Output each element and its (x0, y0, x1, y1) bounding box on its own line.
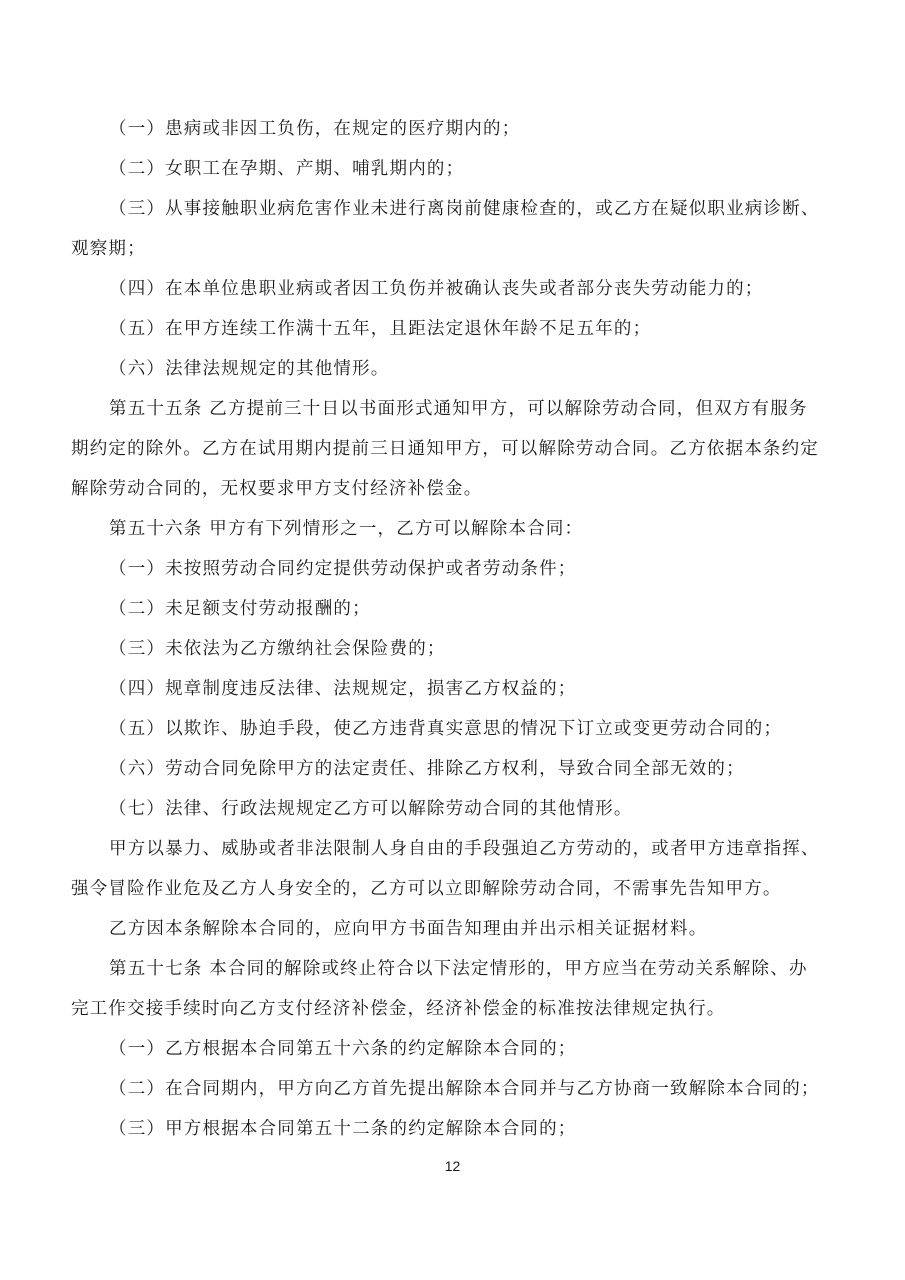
article-56-item-1: （一）未按照劳动合同约定提供劳动保护或者劳动条件； (109, 559, 577, 579)
article-56-item-7: （七）法律、行政法规规定乙方可以解除劳动合同的其他情形。 (109, 799, 633, 819)
article-56-item-6: （六）劳动合同免除甲方的法定责任、排除乙方权利，导致合同全部无效的； (109, 759, 745, 779)
article-56-item-3: （三）未依法为乙方缴纳社会保险费的； (109, 639, 446, 659)
article-56-item-5: （五）以欺诈、胁迫手段，使乙方违背真实意思的情况下订立或变更劳动合同的； (109, 719, 783, 739)
article-55-line-2: 期约定的除外。乙方在试用期内提前三日通知甲方，可以解除劳动合同。乙方依据本条约定 (71, 439, 819, 459)
page-number: 12 (444, 1158, 461, 1174)
article-57-line-2: 完工作交接手续时向乙方支付经济补偿金，经济补偿金的标准按法律规定执行。 (71, 999, 726, 1019)
text-line-3: （三）从事接触职业病危害作业未进行离岗前健康检查的，或乙方在疑似职业病诊断、 (109, 199, 820, 219)
article-56-heading: 第五十六条 甲方有下列情形之一，乙方可以解除本合同： (109, 519, 584, 539)
article-57-item-1: （一）乙方根据本合同第五十六条的约定解除本合同的； (109, 1039, 577, 1059)
article-55-line-3: 解除劳动合同的，无权要求甲方支付经济补偿金。 (71, 479, 483, 499)
paragraph-violence-line-1: 甲方以暴力、威胁或者非法限制人身自由的手段强迫乙方劳动的，或者甲方违章指挥、 (109, 839, 820, 859)
article-57-item-2: （二）在合同期内，甲方向乙方首先提出解除本合同并与乙方协商一致解除本合同的； (109, 1079, 820, 1099)
paragraph-notice: 乙方因本条解除本合同的，应向甲方书面告知理由并出示相关证据材料。 (109, 919, 708, 939)
article-56-item-2: （二）未足额支付劳动报酬的； (109, 599, 371, 619)
text-line-6: （五）在甲方连续工作满十五年，且距法定退休年龄不足五年的； (109, 319, 652, 339)
text-line-2: （二）女职工在孕期、产期、哺乳期内的； (109, 159, 465, 179)
text-line-5: （四）在本单位患职业病或者因工负伤并被确认丧失或者部分丧失劳动能力的； (109, 279, 764, 299)
article-55-line-1: 第五十五条 乙方提前三十日以书面形式通知甲方，可以解除劳动合同，但双方有服务 (109, 399, 808, 419)
article-57-line-1: 第五十七条 本合同的解除或终止符合以下法定情形的，甲方应当在劳动关系解除、办 (109, 959, 808, 979)
text-line-1: （一）患病或非因工负伤，在规定的医疗期内的； (109, 119, 521, 139)
paragraph-violence-line-2: 强令冒险作业危及乙方人身安全的，乙方可以立即解除劳动合同，不需事先告知甲方。 (71, 879, 782, 899)
article-57-item-3: （三）甲方根据本合同第五十二条的约定解除本合同的； (109, 1119, 577, 1139)
article-56-item-4: （四）规章制度违反法律、法规规定，损害乙方权益的； (109, 679, 577, 699)
text-line-4: 观察期； (71, 239, 146, 259)
text-line-7: （六）法律法规规定的其他情形。 (109, 359, 390, 379)
